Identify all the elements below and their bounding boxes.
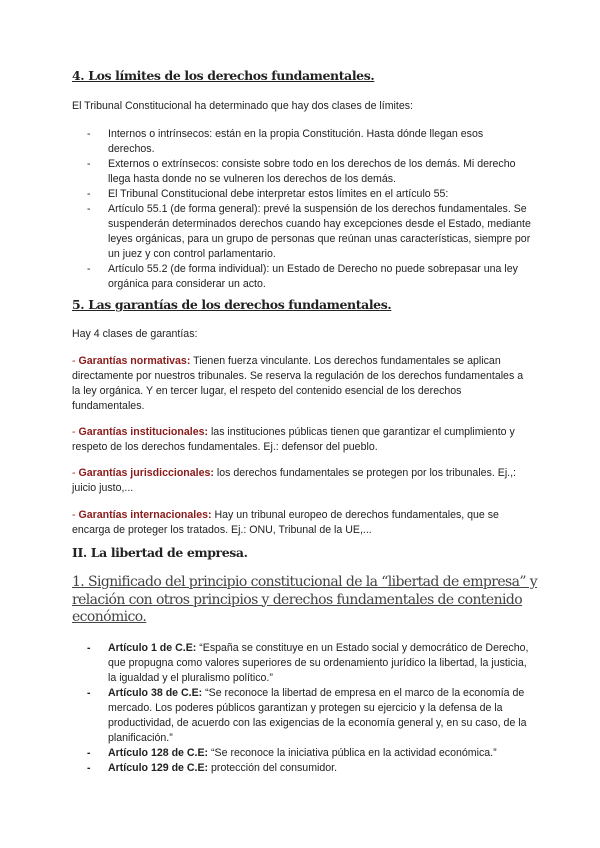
dash-marker: - xyxy=(72,509,76,521)
article-label: Artículo 1 de C.E: xyxy=(108,642,197,654)
list-item: - Artículo 1 de C.E: “España se constituye en un Estado social y democrático de Derecho, que propugna como valores superiores de su ordenamiento jurídico la libertad, la justicia, la igualdad y el pluralismo político.” xyxy=(87,642,529,684)
section-II-subheading: 1. Significado del principio constitucional de la “libertad de empresa” y relación con otros principios y derechos fundamentales de contenido económico. xyxy=(72,574,538,625)
guarantee-text: las instituciones públicas tienen que garantizar el cumplimiento y respeto de los derechos fundamentales. Ej.: defensor del pueblo. xyxy=(72,426,515,453)
list-item: - Artículo 38 de C.E: “Se reconoce la libertad de empresa en el marco de la economía de mercado. Los poderes públicos garantizan y protegen su ejercicio y la defensa de la productividad, de acuerdo con las exigencias de la economía general y, en su caso, de la planificación.” xyxy=(87,687,527,744)
guarantee-text: Tienen fuerza vinculante. Los derechos fundamentales se aplican directamente por nuestros tribunales. Se reserva la regulación de los derechos fundamentales a la ley orgánica. Y en tercer lugar, el respeto del contenido esencial de los derechos fundamentales. xyxy=(72,355,524,412)
list-item: - Artículo 129 de C.E: protección del consumidor. xyxy=(87,762,338,774)
section-4-heading: 4. Los límites de los derechos fundamentales. xyxy=(72,68,375,83)
section-5-heading: 5. Las garantías de los derechos fundamentales. xyxy=(72,297,392,312)
article-text: “Se reconoce la libertad de empresa en el marco de la economía de mercado. Los poderes públicos garantizan y protegen su ejercicio y la defensa de la productividad, de acuerdo con las exigencias de la economía general y, en su caso, de la planificación.” xyxy=(108,687,527,744)
article-text: “España se constituye en un Estado social y democrático de Derecho, que propugna como valores superiores de su ordenamiento jurídico la libertad, la justicia, la igualdad y el pluralismo político.” xyxy=(108,642,529,684)
guarantee-label: Garantías internacionales: xyxy=(78,509,212,521)
guarantee-text: los derechos fundamentales se protegen por los tribunales. Ej.,: juicio justo,... xyxy=(72,467,517,494)
list-item: - Internos o intrínsecos: están en la propia Constitución. Hasta dónde llegan esos derechos. xyxy=(87,128,484,155)
guarantee-label: Garantías jurisdiccionales: xyxy=(78,467,214,479)
article-label: Artículo 38 de C.E: xyxy=(108,687,203,699)
dash-marker: - xyxy=(72,467,76,479)
guarantee-label: Garantías normativas: xyxy=(78,355,191,367)
list-item: - Artículo 55.1 (de forma general): prevé la suspensión de los derechos fundamentales. Se suspenderán determinados derechos cuando hay excepciones desde el Estado, mediante leyes orgánicas, para un grupo de personas que reúnan unas características, siempre por un juez y con control parlamentario. xyxy=(87,203,531,260)
guarantee-institutional xyxy=(72,425,532,455)
list-item: - Artículo 55.2 (de forma individual): un Estado de Derecho no puede sobrepasar una ley orgánica para considerar un acto. xyxy=(87,263,518,290)
section-4-intro: El Tribunal Constitucional ha determinado que hay dos clases de límites: xyxy=(72,100,413,112)
limits-list xyxy=(72,127,532,292)
article-text: protección del consumidor. xyxy=(208,762,338,774)
guarantee-jurisdictional xyxy=(72,466,532,496)
article-text: “Se reconoce la iniciativa pública en la actividad económica.” xyxy=(208,747,497,759)
dash-marker: - xyxy=(72,426,76,438)
section-5-intro: Hay 4 clases de garantías: xyxy=(72,328,198,340)
list-item: - Artículo 128 de C.E: “Se reconoce la iniciativa pública en la actividad económica.” xyxy=(87,747,497,759)
dash-marker: - xyxy=(72,355,76,367)
list-item: - Externos o extrínsecos: consiste sobre todo en los derechos de los demás. Mi derecho llega hasta donde no se vulneren los derechos de los demás. xyxy=(87,158,516,185)
article-label: Artículo 128 de C.E: xyxy=(108,747,209,759)
guarantee-normative xyxy=(72,354,532,414)
guarantee-text: Hay un tribunal europeo de derechos fundamentales, que se encarga de proteger los tratados. Ej.: ONU, Tribunal de la UE,... xyxy=(72,509,499,536)
section-II-heading: II. La libertad de empresa. xyxy=(72,545,248,560)
guarantee-international xyxy=(72,508,532,538)
articles-list xyxy=(72,641,532,776)
list-item: - El Tribunal Constitucional debe interpretar estos límites en el artículo 55: xyxy=(87,188,449,200)
article-label: Artículo 129 de C.E: xyxy=(108,762,209,774)
guarantee-label: Garantías institucionales: xyxy=(78,426,208,438)
